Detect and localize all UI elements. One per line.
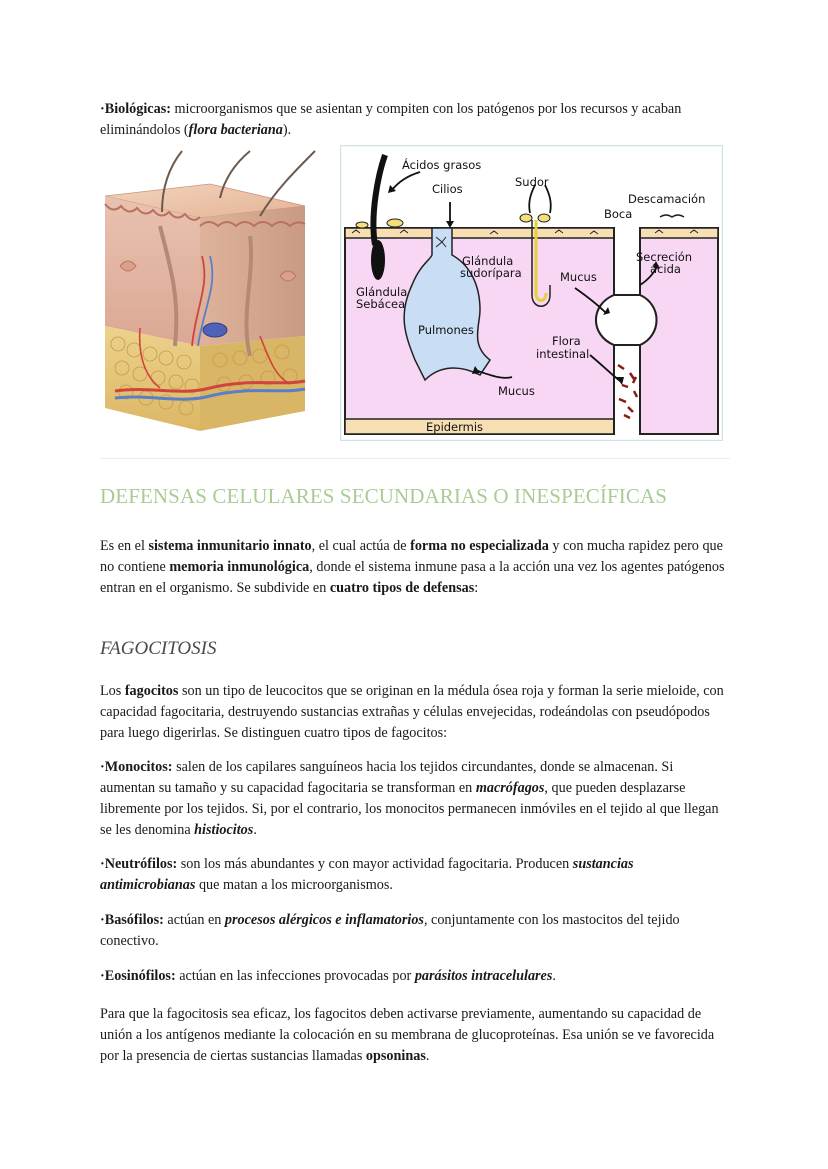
- eosinofilos-paragraph: ·Eosinófilos: actúan en las infecciones provocadas por parásitos intracelulares.: [100, 968, 556, 984]
- label-mucus-top: Mucus: [560, 270, 597, 284]
- section-title: DEFENSAS CELULARES SECUNDARIAS O INESPECÍFICAS: [100, 484, 668, 508]
- label-secrecion-1: Secreción: [636, 250, 693, 264]
- label-flora-1: Flora: [552, 334, 581, 348]
- label-boca: Boca: [604, 207, 633, 221]
- biologicas-label: ·Biológicas:: [100, 101, 171, 117]
- section-paragraph: Es en el sistema inmunitario innato, el cual actúa de forma no especializada y con mucha rapidez pero que no contiene memoria inmunológica, donde el sistema inmune pasa a la acción una vez los agentes patógenos entran en el organismo. Se subdivide en cuatro tipos de defensas:: [100, 538, 725, 596]
- neutrofilos-paragraph: ·Neutrófilos: son los más abundantes y con mayor actividad fagocitaria. Producen sustancias antimicrobianas que matan a los microorganismos.: [100, 856, 634, 893]
- label-pulmones: Pulmones: [418, 323, 474, 337]
- label-glandula-sudoripara-2: sudorípara: [460, 266, 522, 280]
- flora-bacteriana-term: flora bacteriana: [188, 122, 283, 138]
- final-paragraph: Para que la fagocitosis sea eficaz, los fagocitos deben activarse previamente, aumentando su capacidad de unión a los antígenos mediante la colocación en su membrana de glucoproteínas. Esa unión se ve favorecida por la presencia de ciertas sustancias llamadas opsoninas.: [100, 1006, 715, 1064]
- section-divider: [100, 458, 730, 459]
- label-sudor: Sudor: [515, 175, 549, 189]
- label-acidos-grasos: Ácidos grasos: [402, 158, 482, 172]
- label-epidermis: Epidermis: [426, 420, 484, 434]
- label-descamacion: Descamación: [628, 192, 706, 206]
- intro-paragraph: ·Biológicas: microorganismos que se asientan y compiten con los patógenos por los recursos y acaban eliminándolos (flora bacteriana).: [100, 101, 682, 138]
- fagocitos-paragraph: Los fagocitos son un tipo de leucocitos que se originan en la médula ósea roja y forman la serie mieloide, con capacidad fagocitaria, destruyendo sustancias extrañas y células envejecidas, rodeándolas con pseudópodos para luego digerirlas. Se distinguen cuatro tipos de fagocitos:: [100, 683, 724, 741]
- label-glandula-sudoripara-1: Glándula: [462, 254, 514, 268]
- label-secrecion-2: ácida: [650, 262, 681, 276]
- label-flora-2: intestinal: [536, 347, 590, 361]
- label-glandula-sebacea-1: Glándula: [356, 285, 408, 299]
- external-barriers-diagram: [340, 145, 723, 441]
- label-cilios: Cilios: [432, 182, 463, 196]
- subsection-title: FAGOCITOSIS: [100, 638, 217, 659]
- label-glandula-sebacea-2: Sebácea: [356, 297, 406, 311]
- monocitos-paragraph: ·Monocitos: salen de los capilares sanguíneos hacia los tejidos circundantes, donde se almacenan. Si aumentan su tamaño y su capacidad fagocitaria se transforman en macrófagos, que pueden desplazarse libremente por los tejidos. Si, por el contrario, los monocitos permanecen inmóviles en el tejido al que llegan se les denomina histiocitos.: [100, 759, 719, 838]
- skin-cross-section-illustration: [100, 146, 330, 436]
- basofilos-paragraph: ·Basófilos: actúan en procesos alérgicos e inflamatorios, conjuntamente con los mastocitos del tejido conectivo.: [100, 912, 680, 949]
- label-mucus-bottom: Mucus: [498, 384, 535, 398]
